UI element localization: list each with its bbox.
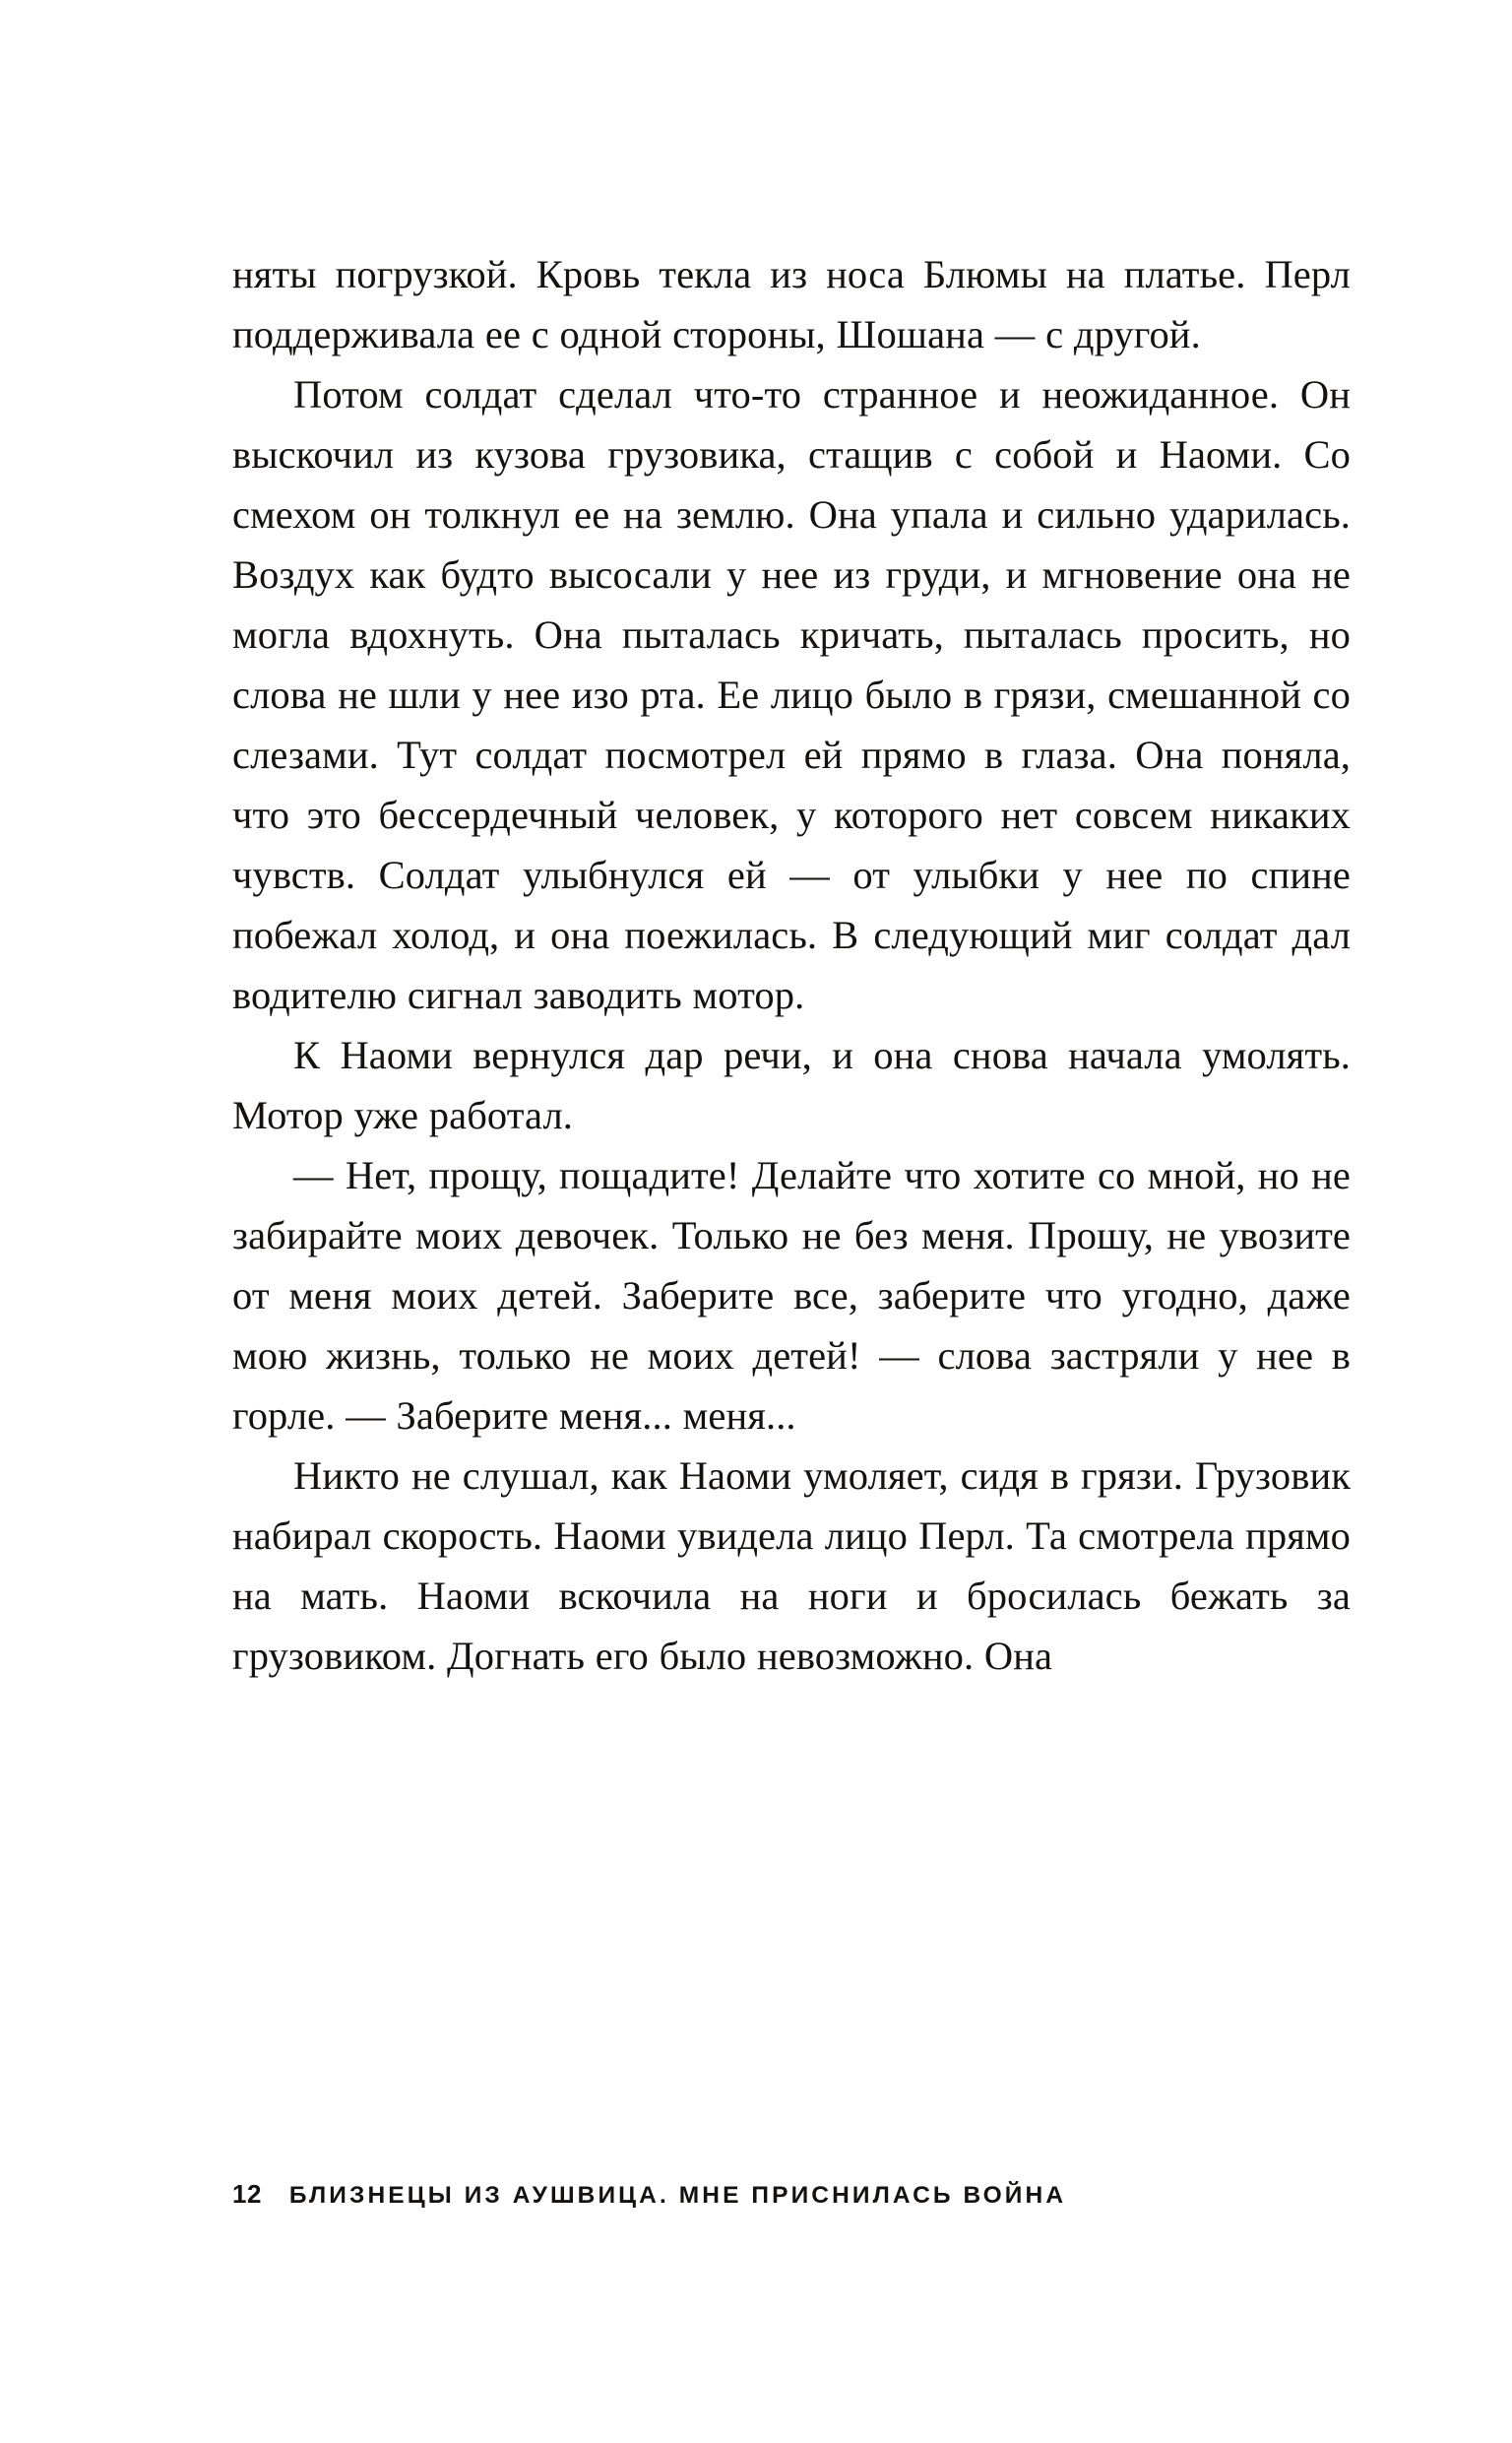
body-text [232,244,1351,1686]
paragraph: — Нет, прощу, пощадите! Делайте что хотите со мной, но не забирайте моих девочек. Только не без меня. Прошу, не увозите от меня моих детей. Заберите все, заберите что угодно, даже мою жизнь, только не моих детей! — слова застряли у нее в горле. — Заберите меня... меня... [232,1153,1351,1438]
paragraph: няты погрузкой. Кровь текла из носа Блюмы на платье. Перл поддерживала ее с одной стороны, Шошана — с другой. [232,252,1351,356]
running-title: БЛИЗНЕЦЫ ИЗ АУШВИЦА. МНЕ ПРИСНИЛАСЬ ВОЙНА [288,2182,1067,2209]
paragraph: К Наоми вернулся дар речи, и она снова начала умолять. Мотор уже работал. [232,1033,1351,1137]
paragraph: Никто не слушал, как Наоми умоляет, сидя в грязи. Грузовик набирал скорость. Наоми увидела лицо Перл. Та смотрела прямо на мать. Наоми вскочила на ноги и бросилась бежать за грузовиком. Догнать его было невозможно. Она [232,1453,1351,1678]
page-footer [232,2179,1351,2210]
page-number: 12 [232,2179,262,2209]
paragraph: Потом солдат сделал что-то странное и неожиданное. Он выскочил из кузова грузовика, стащив с собой и Наоми. Со смехом он толкнул ее на землю. Она упала и сильно ударилась. Воздух как будто высосали у нее из груди, и мгновение она не могла вдохнуть. Она пыталась кричать, пыталась просить, но слова не шли у нее изо рта. Ее лицо было в грязи, смешанной со слезами. Тут солдат посмотрел ей прямо в глаза. Она поняла, что это бессердечный человек, у которого нет совсем никаких чувств. Солдат улыбнулся ей — от улыбки у нее по спине побежал холод, и она поежилась. В следующий миг солдат дал водителю сигнал заводить мотор. [232,372,1351,1017]
